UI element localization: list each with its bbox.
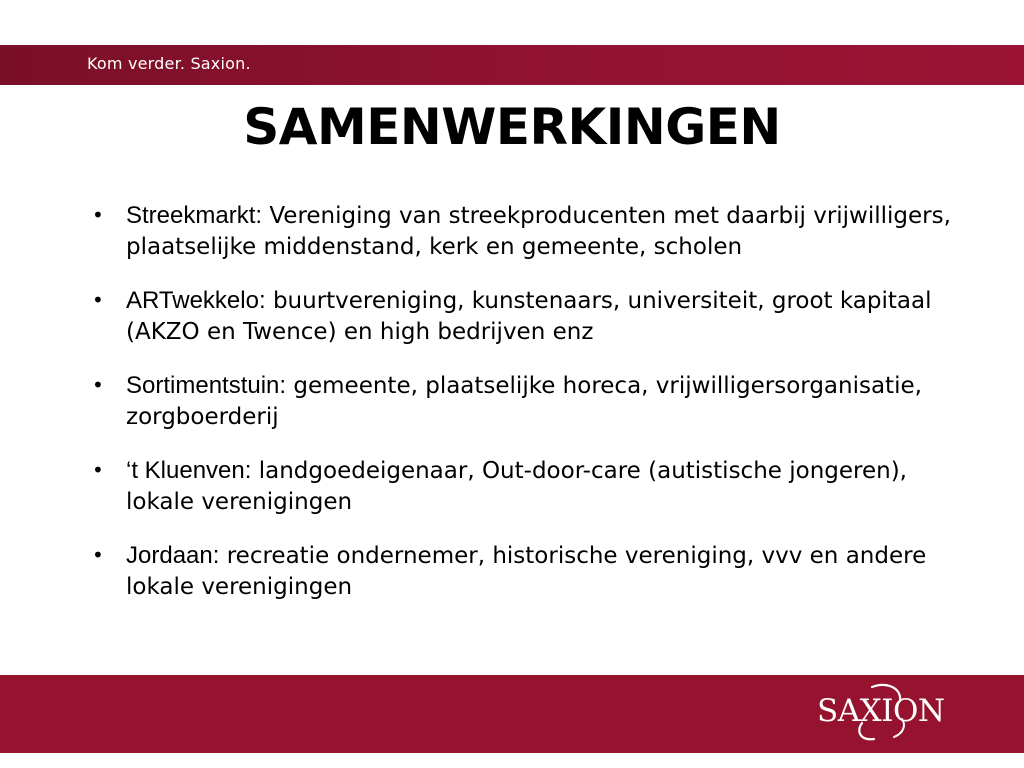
list-item [92, 370, 972, 433]
bullet-term: ARTwekkelo: [126, 287, 266, 314]
bullet-icon: • [92, 373, 104, 397]
list-item [92, 285, 972, 348]
bullet-term: Jordaan: [126, 542, 220, 569]
bullet-list [92, 200, 972, 625]
bullet-icon: • [92, 288, 104, 312]
bullet-term: ‘t Kluenven: [126, 457, 252, 484]
saxion-logo [812, 679, 957, 747]
bullet-text: gemeente, plaatselijke horeca, vrijwilligersorganisatie, zorgboerderij [126, 373, 922, 430]
list-item [92, 455, 972, 518]
bullet-term: Sortimentstuin: [126, 372, 287, 399]
bullet-text: landgoedeigenaar, Out-door-care (autistische jongeren), lokale verenigingen [126, 458, 907, 515]
bullet-icon: • [92, 203, 104, 227]
bullet-term: Streekmarkt: [126, 202, 263, 229]
bullet-text: buurtvereniging, kunstenaars, universiteit, groot kapitaal (AKZO en Twence) en high bedrijven enz [126, 288, 932, 345]
bullet-icon: • [92, 543, 104, 567]
logo-wordmark: SAXION [817, 693, 945, 729]
list-item [92, 540, 972, 603]
tagline: Kom verder. Saxion. [87, 54, 251, 73]
bullet-icon: • [92, 458, 104, 482]
slide-title: SAMENWERKINGEN [243, 98, 781, 156]
bullet-text: recreatie ondernemer, historische vereniging, vvv en andere lokale verenigingen [126, 543, 927, 600]
bullet-text: Vereniging van streekproducenten met daarbij vrijwilligers, plaatselijke middenstand, kerk en gemeente, scholen [126, 203, 951, 260]
list-item [92, 200, 972, 263]
